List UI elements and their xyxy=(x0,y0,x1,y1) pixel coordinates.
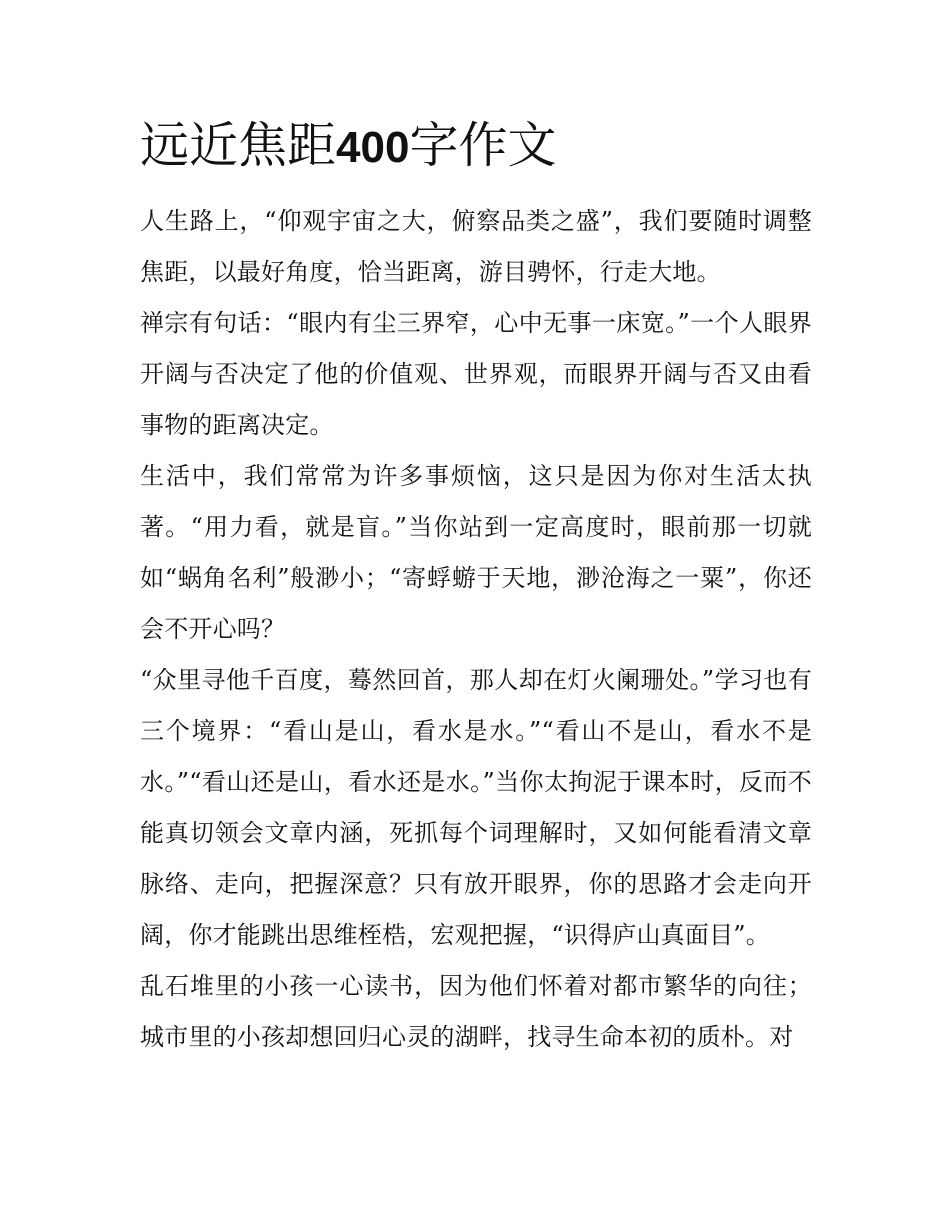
paragraph: 禅宗有句话：“眼内有尘三界窄，心中无事一床宽。”一个人眼界开阔与否决定了他的价值观、世界观，而眼界开阔与否又由看事物的距离决定。 xyxy=(140,309,812,439)
paragraph: 生活中，我们常常为许多事烦恼，这只是因为你对生活太执著。“用力看，就是盲。”当你站到一定高度时，眼前那一切就如“蜗角名利”般渺小；“寄蜉蝣于天地，渺沧海之一粟”，你还会不开心吗？ xyxy=(140,462,812,643)
document-title xyxy=(140,116,556,178)
paragraph: 乱石堆里的小孩一心读书，因为他们怀着对都市繁华的向往；城市里的小孩却想回归心灵的湖畔，找寻生命本初的质朴。对 xyxy=(140,972,812,1051)
title-text-a: 远近焦距 xyxy=(140,117,337,174)
document-body xyxy=(140,196,812,1063)
title-text-b: 字作文 xyxy=(409,117,557,174)
title-number: 400 xyxy=(336,123,410,172)
paragraph: 人生路上，“仰观宇宙之大，俯察品类之盛”，我们要随时调整焦距，以最好角度，恰当距离，游目骋怀，行走大地。 xyxy=(140,207,812,286)
paragraph: “众里寻他千百度，蓦然回首，那人却在灯火阑珊处。”学习也有三个境界：“看山是山，看水是水。”“看山不是山，看水不是水。”“看山还是山，看水还是水。”当你太拘泥于课本时，反而不能真切领会文章内涵，死抓每个词理解时，又如何能看清文章脉络、走向，把握深意？只有放开眼界，你的思路才会走向开阔，你才能跳出思维桎梏，宏观把握，“识得庐山真面目”。 xyxy=(140,666,812,949)
